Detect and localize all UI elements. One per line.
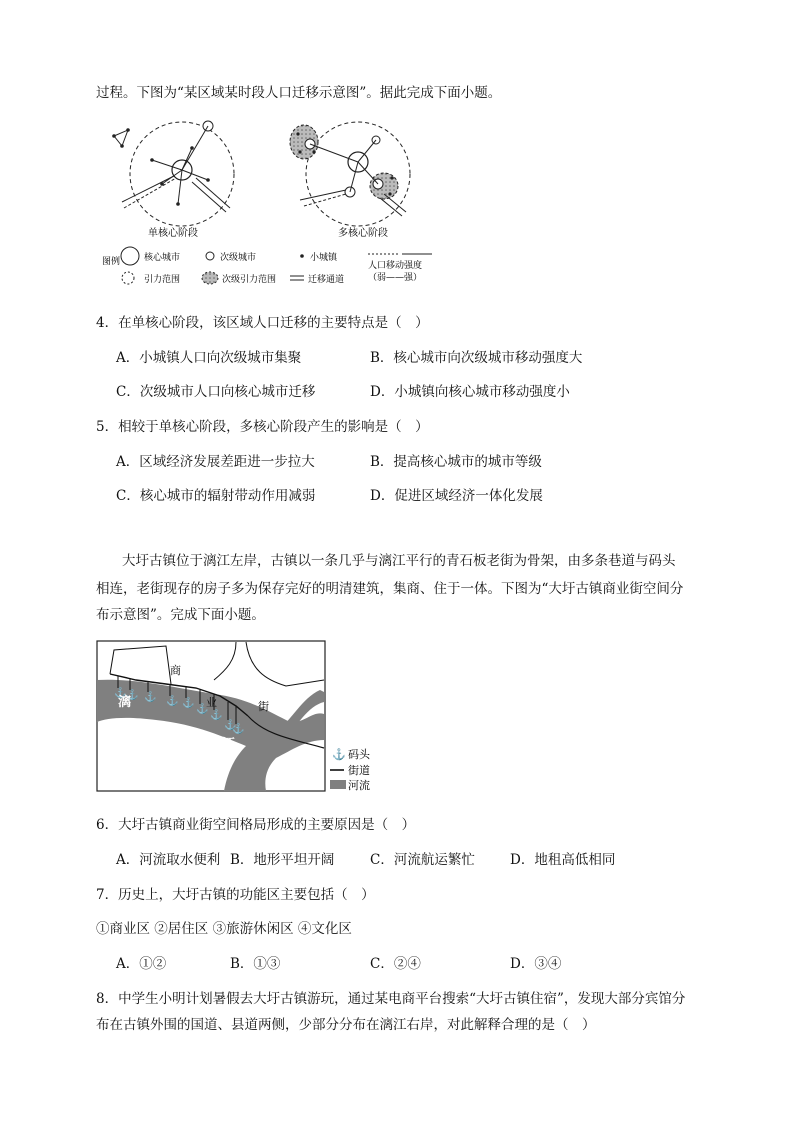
legend-secondary-city: 次级城市 [220, 253, 257, 263]
svg-text:⚓: ⚓ [210, 710, 223, 721]
svg-text:⚓: ⚓ [144, 692, 157, 703]
question-5-option-b[interactable]: B．提高核心城市的城市等级 [370, 454, 542, 470]
question-6-option-d[interactable]: D．地租高低相同 [510, 852, 616, 868]
question-6-option-b[interactable]: B．地形平坦开阔 [230, 852, 335, 868]
legend-gravity-range: 引力范围 [144, 275, 181, 285]
question-5-option-d[interactable]: D．促进区域经济一体化发展 [370, 488, 543, 504]
passage-line-1: 大圩古镇位于漓江左岸，古镇以一条几乎与漓江平行的青石板老街为骨架，由多条巷道与码头 [122, 553, 676, 569]
question-7-option-b[interactable]: B．①③ [230, 956, 281, 972]
question-4-option-d[interactable]: D．小城镇向核心城市移动强度小 [370, 384, 570, 400]
multi-core-diagram [290, 122, 410, 226]
map-label-shang: 商 [170, 664, 181, 677]
map-legend [330, 747, 371, 792]
question-4-option-b[interactable]: B．核心城市向次级城市移动强度大 [370, 350, 583, 366]
legend-migration-strength: 人口移动强度 [368, 261, 423, 271]
legend-title: 图例 [102, 257, 121, 267]
legend-secondary-gravity: 次级引力范围 [222, 275, 277, 285]
legend-dock: 码头 [348, 748, 370, 761]
svg-text:⚓: ⚓ [196, 704, 209, 715]
migration-diagram [100, 112, 440, 292]
intro-text: 过程。下图为“某区域某时段人口迁移示意图”。据此完成下面小题。 [96, 85, 502, 101]
svg-text:⚓: ⚓ [332, 748, 346, 761]
svg-text:⚓: ⚓ [224, 720, 237, 731]
single-core-diagram [112, 121, 234, 226]
diagram-legend [102, 247, 432, 285]
svg-text:⚓: ⚓ [114, 688, 127, 699]
svg-text:⚓: ⚓ [232, 724, 245, 735]
svg-text:⚓: ⚓ [182, 698, 195, 709]
passage-line-2: 相连，老街现存的房子多为保存完好的明清建筑，集商、住于一体。下图为“大圩古镇商业街空间分 [96, 581, 684, 597]
question-4-option-a[interactable]: A．小城镇人口向次级城市集聚 [116, 350, 302, 366]
question-5-option-a[interactable]: A．区域经济发展差距进一步拉大 [116, 454, 315, 470]
question-6-stem: 6．大圩古镇商业街空间格局形成的主要原因是（ ） [96, 817, 416, 833]
legend-core-city: 核心城市 [144, 253, 181, 263]
legend-migration-channel: 迁移通道 [308, 275, 345, 285]
street-map-svg [96, 640, 396, 800]
question-4-option-c[interactable]: C．次级城市人口向核心城市迁移 [116, 384, 316, 400]
legend-strength-scale: （弱——强） [368, 273, 423, 283]
legend-river: 河流 [348, 779, 370, 792]
question-7-stem: 7．历史上，大圩古镇的功能区主要包括（ ） [96, 887, 375, 903]
question-6-option-a[interactable]: A．河流取水便利 [116, 852, 221, 868]
question-7-option-c[interactable]: C．②④ [370, 956, 421, 972]
question-5-option-c[interactable]: C．核心城市的辐射带动作用减弱 [116, 488, 316, 504]
map-label-jiang: 江 [222, 737, 236, 752]
street-map [96, 640, 396, 800]
passage-line-3: 布示意图”。完成下面小题。 [96, 607, 265, 623]
map-label-ye: 业 [206, 696, 217, 709]
question-6-option-c[interactable]: C．河流航运繁忙 [370, 852, 475, 868]
question-8-line-2: 布在古镇外围的国道、县道两侧，少部分分布在漓江右岸，对此解释合理的是（ ） [96, 1017, 596, 1033]
svg-text:⚓: ⚓ [166, 696, 179, 707]
legend-small-town: 小城镇 [310, 253, 338, 263]
svg-text:⚓: ⚓ [126, 690, 139, 701]
question-7-items: ①商业区 ②居住区 ③旅游休闲区 ④文化区 [96, 921, 352, 937]
question-7-option-d[interactable]: D．③④ [510, 956, 562, 972]
migration-diagram-svg [100, 112, 440, 292]
caption-multi-core: 多核心阶段 [338, 228, 388, 239]
question-5-stem: 5．相较于单核心阶段，多核心阶段产生的影响是（ ） [96, 419, 429, 435]
map-label-jie: 街 [258, 700, 269, 713]
question-4-stem: 4．在单核心阶段，该区域人口迁移的主要特点是（ ） [96, 315, 429, 331]
legend-street: 街道 [348, 764, 370, 777]
question-7-option-a[interactable]: A．①② [116, 956, 167, 972]
caption-single-core: 单核心阶段 [148, 228, 198, 239]
map-label-li: 漓 [118, 695, 132, 710]
question-8-line-1: 8．中学生小明计划暑假去大圩古镇游玩，通过某电商平台搜索“大圩古镇住宿”，发现大部分宾馆分 [96, 991, 686, 1007]
